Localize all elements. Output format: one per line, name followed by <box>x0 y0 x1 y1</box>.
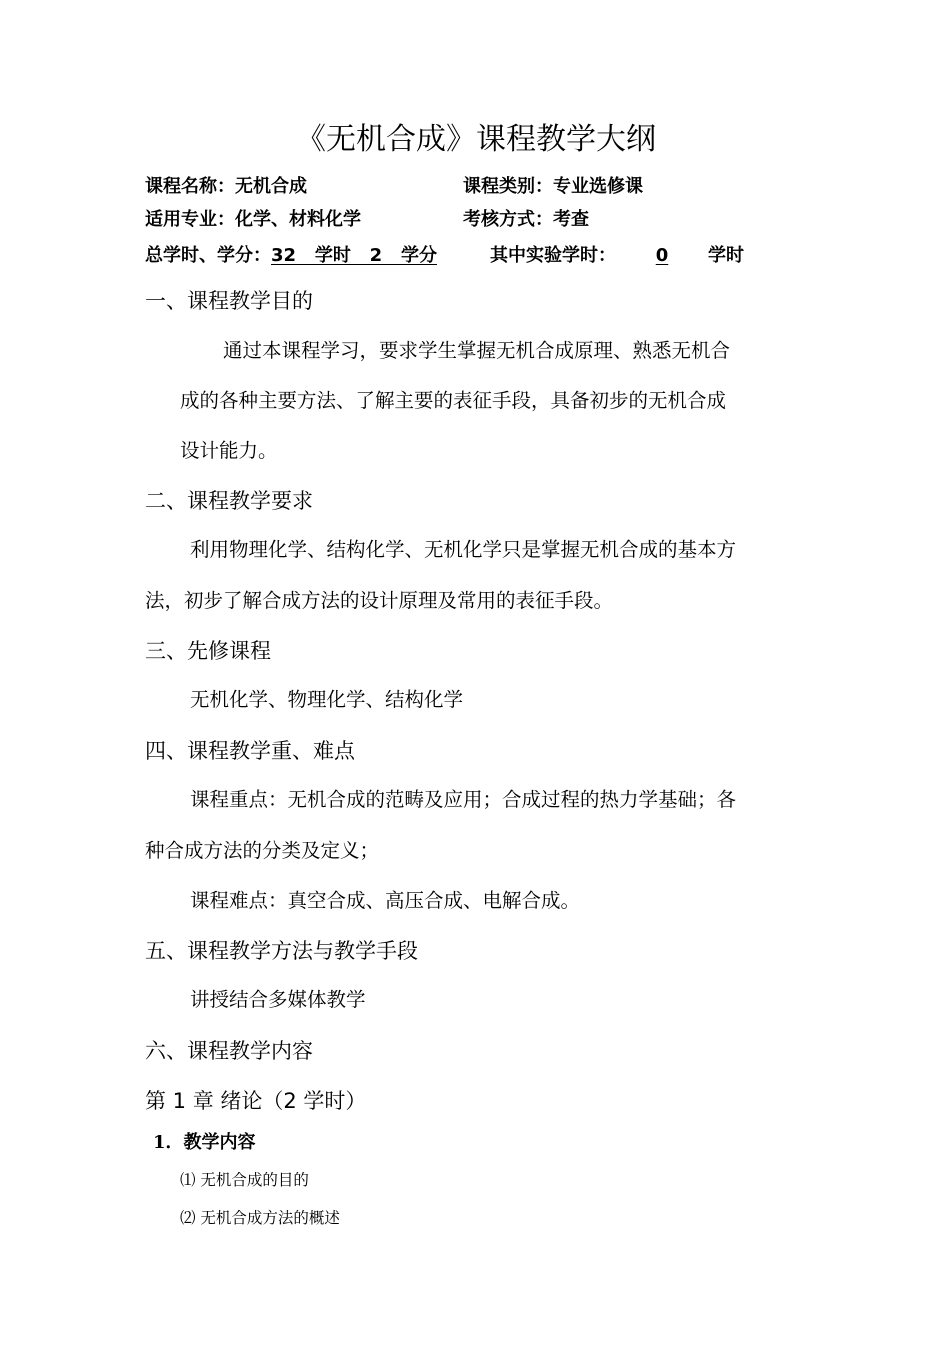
section-heading-requirements: 二、课程教学要求 <box>145 489 313 513</box>
paragraph-line: 通过本课程学习，要求学生掌握无机合成原理、熟悉无机合 <box>223 339 731 362</box>
paragraph-line: 无机化学、物理化学、结构化学 <box>190 688 464 711</box>
list-item: ⑵ 无机合成方法的概述 <box>180 1209 340 1227</box>
applicable-major: 适用专业：化学、材料化学 <box>145 209 361 230</box>
lab-hours-unit: 学时 <box>708 245 744 266</box>
hours-credits-row <box>145 243 457 269</box>
section-heading-key-points: 四、课程教学重、难点 <box>145 739 355 763</box>
chapter-heading: 第 1 章 绪论（2 学时） <box>145 1089 367 1113</box>
paragraph-line: 成的各种主要方法、了解主要的表征手段，具备初步的无机合成 <box>180 389 727 412</box>
assessment-method: 考核方式：考查 <box>463 209 589 230</box>
document-title: 《无机合成》课程教学大纲 <box>296 122 656 157</box>
hours-value: 32 学时 2 学分 <box>271 245 437 266</box>
paragraph-line: 课程难点：真空合成、高压合成、电解合成。 <box>190 889 581 912</box>
paragraph-line: 种合成方法的分类及定义； <box>145 839 380 862</box>
paragraph-line: 讲授结合多媒体教学 <box>190 988 366 1011</box>
lab-hours-row <box>490 243 744 269</box>
paragraph-line: 法，初步了解合成方法的设计原理及常用的表征手段。 <box>145 589 614 612</box>
lab-hours-label: 其中实验学时： <box>490 245 616 266</box>
section-heading-content: 六、课程教学内容 <box>145 1039 313 1063</box>
list-item: ⑴ 无机合成的目的 <box>180 1171 309 1189</box>
subsection-heading: 1．教学内容 <box>153 1132 256 1153</box>
lab-hours-value: 0 <box>655 245 669 266</box>
paragraph-line: 课程重点：无机合成的范畴及应用；合成过程的热力学基础；各 <box>190 788 737 811</box>
hours-label: 总学时、学分： <box>145 245 271 266</box>
course-type: 课程类别：专业选修课 <box>463 176 643 197</box>
section-heading-methods: 五、课程教学方法与教学手段 <box>145 939 418 963</box>
paragraph-line: 设计能力。 <box>180 439 278 462</box>
section-heading-purpose: 一、课程教学目的 <box>145 289 313 313</box>
paragraph-line: 利用物理化学、结构化学、无机化学只是掌握无机合成的基本方 <box>190 538 737 561</box>
section-heading-prerequisites: 三、先修课程 <box>145 639 271 663</box>
course-name: 课程名称：无机合成 <box>145 176 307 197</box>
